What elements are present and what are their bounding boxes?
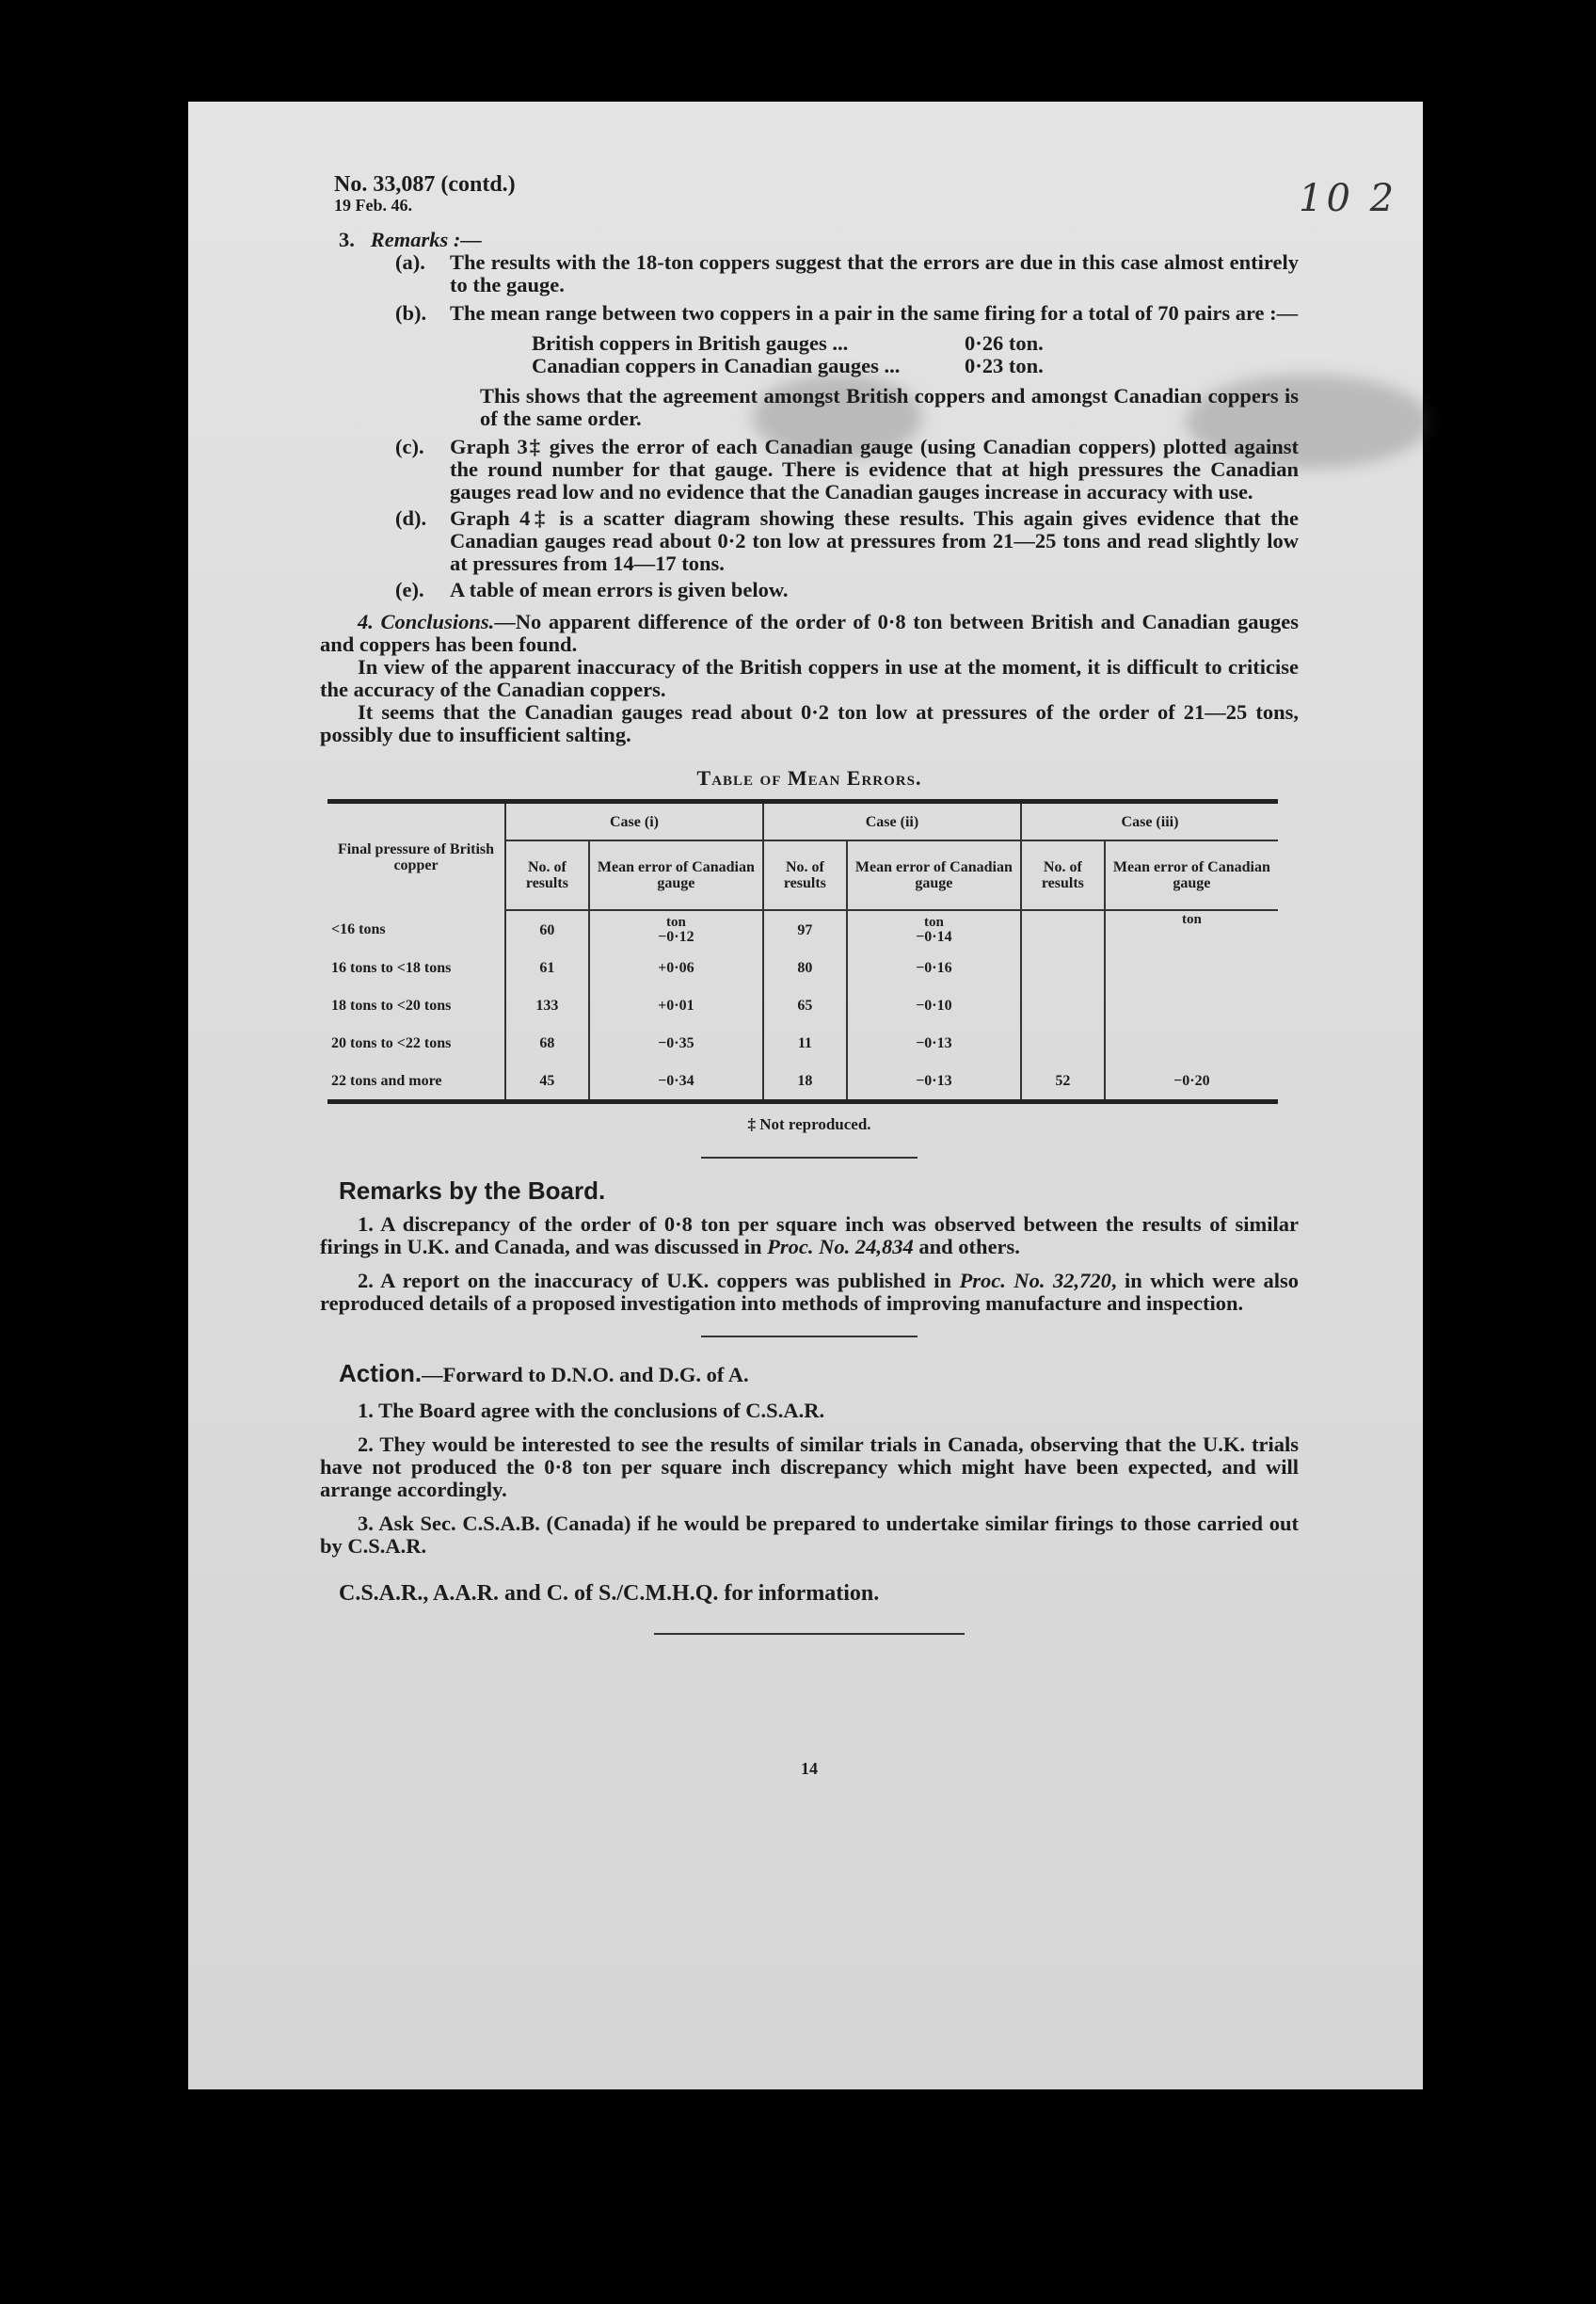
reference-date: 19 Feb. 46. bbox=[334, 196, 412, 215]
action-item-1: 1. The Board agree with the conclusions of C.S.A.R. bbox=[358, 1399, 825, 1422]
information-distribution: C.S.A.R., A.A.R. and C. of S./C.M.H.Q. for information. bbox=[339, 1581, 880, 1606]
closing-rule bbox=[654, 1633, 965, 1635]
remark-a: (a). The results with the 18-ton coppers suggest that the errors are due in this case almost entirely to the gauge. bbox=[395, 250, 1299, 296]
pairs-list bbox=[532, 332, 1106, 377]
remark-c: (c). Graph 3‡ gives the error of each Canadian gauge (using Canadian coppers) plotted against the round number for that gauge. There is evidence that at high pressures the Canadian gauges read low and no evidence that the Canadian gauges increase in accuracy with use. bbox=[395, 435, 1299, 504]
table-row: 20 tons to <22 tons 68 −0·35 11 −0·13 bbox=[327, 1024, 1278, 1062]
conclusions-paragraph: 4. Conclusions.—No apparent difference of the order of 0·8 ton between British and Canadian gauges and coppers has been found. In view of the apparent inaccuracy of the British coppers in use at the moment, it is difficult to criticise the accuracy of the Canadian coppers. It seems that the Canadian gauges read about 0·2 ton low at pressures of the order of 21—25 tons, possibly due to insufficient salting. bbox=[320, 610, 1299, 746]
column-header-pressure: Final pressure of British copper bbox=[327, 802, 505, 911]
mean-errors-table bbox=[327, 799, 1278, 1104]
column-header-error: Mean error of Canadian gauge bbox=[589, 840, 763, 910]
pair-row: Canadian coppers in Canadian gauges ... 0·23 ton. bbox=[532, 354, 1044, 377]
reference-header bbox=[334, 172, 516, 216]
column-header-error: Mean error of Canadian gauge bbox=[1105, 840, 1278, 910]
section-divider bbox=[701, 1157, 918, 1159]
table-caption: Table of Mean Errors. bbox=[696, 766, 922, 790]
column-header-results: No. of results bbox=[505, 840, 589, 910]
unit-label: ton bbox=[665, 914, 686, 930]
table-row: 16 tons to <18 tons 61 +0·06 80 −0·16 bbox=[327, 949, 1278, 986]
handwritten-page-number: 10 2 bbox=[1299, 177, 1398, 220]
conclusions-heading: 4. Conclusions. bbox=[358, 610, 495, 633]
column-group-case-1: Case (i) bbox=[505, 802, 763, 841]
column-header-error: Mean error of Canadian gauge bbox=[847, 840, 1021, 910]
column-header-results: No. of results bbox=[763, 840, 847, 910]
action-item-3: 3. Ask Sec. C.S.A.B. (Canada) if he would be prepared to undertake similar firings to those carried out by C.S.A.R. bbox=[320, 1512, 1299, 1558]
table-footnote: ‡ Not reproduced. bbox=[747, 1115, 871, 1133]
document-page bbox=[188, 102, 1423, 2089]
remark-b: (b). The mean range between two coppers in a pair in the same firing for a total of 70 pairs are :— bbox=[395, 301, 1299, 325]
table-row: 22 tons and more 45 −0·34 18 −0·13 52 −0·20 bbox=[327, 1062, 1278, 1102]
page-number: 14 bbox=[801, 1759, 818, 1778]
remarks-heading: 3. Remarks :— bbox=[339, 228, 482, 251]
remark-e: (e). A table of mean errors is given below. bbox=[395, 578, 789, 601]
pair-row: British coppers in British gauges ... 0·26 ton. bbox=[532, 331, 1044, 355]
board-remark-1: 1. A discrepancy of the order of 0·8 ton per square inch was observed between the results of similar firings in U.K. and Canada, and was discussed in Proc. No. 24,834 and others. bbox=[320, 1212, 1299, 1258]
remark-b-conclusion: This shows that the agreement amongst British coppers and amongst Canadian coppers is of the same order. bbox=[480, 384, 1299, 430]
table-row: <16 tons 60 ton −0·12 97 ton −0·14 ton bbox=[327, 910, 1278, 949]
unit-label: ton bbox=[1181, 912, 1202, 927]
reference-number: No. 33,087 (contd.) bbox=[334, 172, 516, 197]
document-body bbox=[320, 229, 1299, 1780]
unit-label: ton bbox=[923, 914, 944, 930]
board-remark-2: 2. A report on the inaccuracy of U.K. coppers was published in Proc. No. 32,720, in which were also reproduced details of a proposed investigation into methods of improving manufacture and inspection. bbox=[320, 1269, 1299, 1315]
column-group-case-3: Case (iii) bbox=[1021, 802, 1278, 841]
action-heading: Action.—Forward to D.N.O. and D.G. of A. bbox=[339, 1359, 749, 1387]
remark-d: (d). Graph 4‡ is a scatter diagram showing these results. This again gives evidence that the Canadian gauges read about 0·2 ton low at pressures from 21—25 tons and read slightly low at pressures from 14—17 tons. bbox=[395, 506, 1299, 575]
action-item-2: 2. They would be interested to see the results of similar trials in Canada, observing that the U.K. trials have not produced the 0·8 ton per square inch discrepancy which might have been expected, and will arrange accordingly. bbox=[320, 1432, 1299, 1501]
board-remarks-heading: Remarks by the Board. bbox=[339, 1176, 606, 1205]
column-header-results: No. of results bbox=[1021, 840, 1105, 910]
column-group-case-2: Case (ii) bbox=[763, 802, 1021, 841]
table-row: 18 tons to <20 tons 133 +0·01 65 −0·10 bbox=[327, 986, 1278, 1024]
section-divider bbox=[701, 1336, 918, 1337]
